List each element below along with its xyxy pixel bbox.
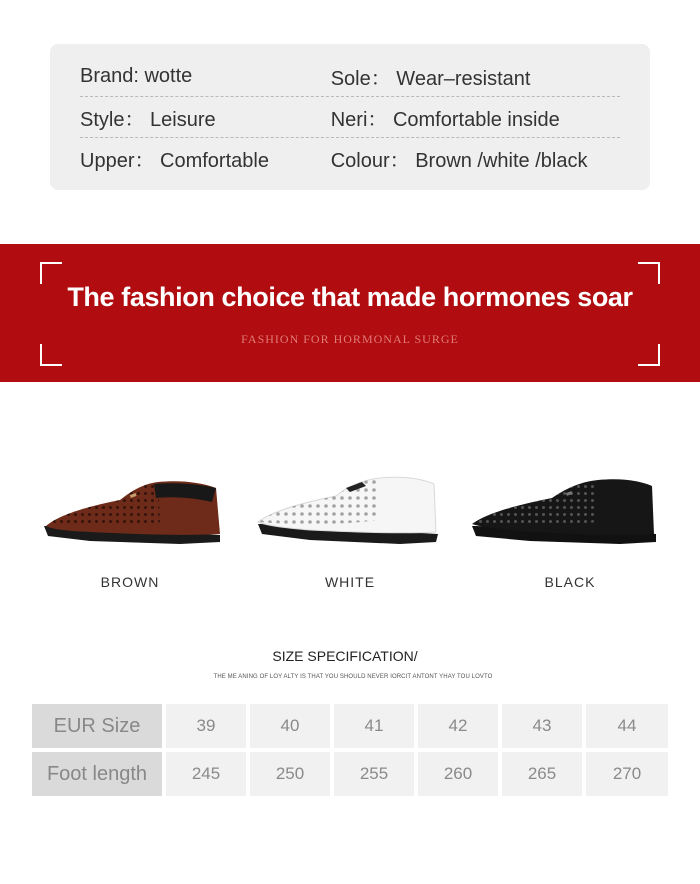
spec-row bbox=[80, 56, 620, 96]
size-spec-note: THE ME ANING OF LOY ALTY IS THAT YOU SHOULD NEVER IORCIT ANTONT YHAY TOU LOVTO bbox=[213, 674, 493, 680]
eur-size-cell: 41 bbox=[334, 704, 414, 748]
shoe-label-black: BLACK bbox=[544, 574, 596, 590]
foot-length-cell: 260 bbox=[418, 752, 498, 796]
brown-loafer-image bbox=[30, 462, 230, 562]
eur-size-cell: 44 bbox=[586, 704, 668, 748]
foot-length-cell: 270 bbox=[586, 752, 668, 796]
promo-banner bbox=[0, 244, 700, 382]
shoe-label-white: WHITE bbox=[324, 574, 376, 590]
spec-upper: Upper： Comfortable bbox=[80, 149, 269, 172]
corner-bracket-icon bbox=[638, 262, 660, 284]
shoe-option-brown[interactable] bbox=[30, 462, 230, 602]
shoe-option-black[interactable] bbox=[470, 462, 670, 602]
spec-style: Style： Leisure bbox=[80, 108, 216, 131]
eur-size-header: EUR Size bbox=[32, 704, 162, 748]
black-loafer-image bbox=[470, 462, 670, 562]
banner-title: The fashion choice that made hormones soar bbox=[67, 282, 633, 312]
eur-size-cell: 43 bbox=[502, 704, 582, 748]
banner-subtitle: FASHION FOR HORMONAL SURGE bbox=[241, 332, 459, 346]
product-spec-panel bbox=[50, 44, 650, 190]
spec-lining: Neri： Comfortable inside bbox=[330, 108, 560, 131]
spec-sole: Sole： Wear–resistant bbox=[330, 67, 531, 90]
eur-size-cell: 39 bbox=[166, 704, 246, 748]
foot-length-cell: 250 bbox=[250, 752, 330, 796]
size-spec-title: SIZE SPECIFICATION/ bbox=[272, 648, 418, 664]
shoe-label-brown: BROWN bbox=[100, 574, 160, 590]
spec-colour: Colour： Brown /white /black bbox=[330, 149, 588, 172]
corner-bracket-icon bbox=[638, 344, 660, 366]
spec-row bbox=[80, 97, 620, 137]
foot-length-cell: 265 bbox=[502, 752, 582, 796]
eur-size-cell: 40 bbox=[250, 704, 330, 748]
spec-brand: Brand: wotte bbox=[80, 64, 193, 87]
foot-length-cell: 245 bbox=[166, 752, 246, 796]
foot-length-cell: 255 bbox=[334, 752, 414, 796]
size-table bbox=[32, 704, 668, 796]
corner-bracket-icon bbox=[40, 262, 62, 284]
foot-length-header: Foot length bbox=[32, 752, 162, 796]
corner-bracket-icon bbox=[40, 344, 62, 366]
eur-size-cell: 42 bbox=[418, 704, 498, 748]
shoe-option-white[interactable] bbox=[250, 462, 450, 602]
spec-row bbox=[80, 138, 620, 178]
white-loafer-image bbox=[250, 462, 450, 562]
